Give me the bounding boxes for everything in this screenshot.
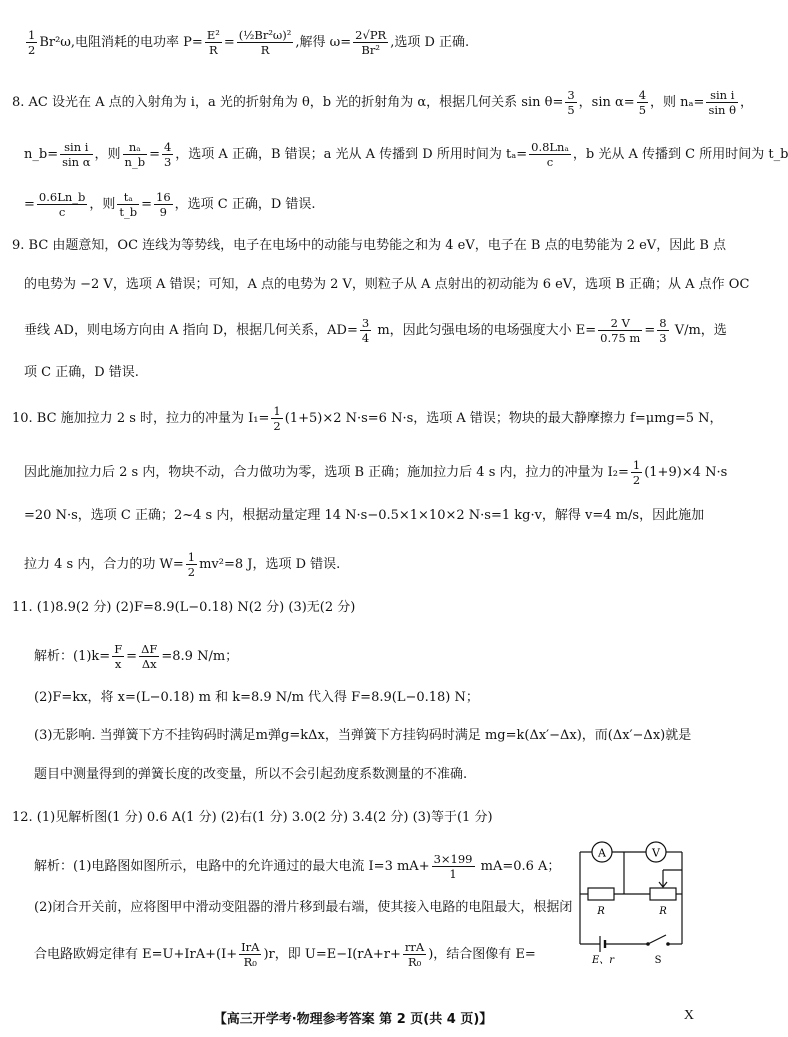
- q12-line-4: 合电路欧姆定律有 E=U+IrA+(I+ $\frac{\text{IrA}}{\text{R₀}}$ )r，即 U=E−I(rA+r+ $\frac{\text{rrA}}{\text{R₀}}$ )，结合图像有 E=: [34, 940, 536, 969]
- fraction: $\frac{1}{2}$: [273, 404, 281, 433]
- switch-label: S: [654, 955, 662, 966]
- fraction: $\frac{2√PR}{\text{Br²}}$: [355, 28, 387, 57]
- q9-line-1: 9. BC 由题意知，OC 连线为等势线，电子在电场中的动能与电势能之和为 4 eV，电子在 B 点的电势能为 2 eV，因此 B 点: [12, 238, 727, 253]
- circuit-diagram: [570, 836, 702, 966]
- q9-line-4: 项 C 正确，D 错误.: [24, 365, 139, 380]
- fraction: $\frac{\text{sin i}}{\text{sin α}}$: [62, 140, 91, 169]
- q9-line-2: 的电势为 −2 V，选项 A 错误；可知，A 点的电势为 2 V，则粒子从 A 点射出的初动能为 6 eV，选项 B 正确；从 A 点作 OC: [24, 277, 750, 292]
- q10-line-4: 拉力 4 s 内，合力的功 W= $\frac{1}{2}$ mv²=8 J，选项 D 错误.: [24, 550, 341, 579]
- fraction: $\frac{16}{9}$: [156, 190, 171, 219]
- fraction: $\frac{0.6Ln\_b}{c}$: [38, 190, 86, 219]
- fraction: $\frac{3}{4}$: [361, 316, 370, 345]
- ammeter-icon: [592, 842, 612, 862]
- fraction: $\frac{\text{(½Br²ω)²}}{R}$: [238, 28, 292, 57]
- q12-line-2: 解析：(1)电路图如图所示，电路中的允许通过的最大电流 I=3 mA+ $\frac{3\times 199}{1}$ mA=0.6 A；: [34, 852, 561, 881]
- q9-line-3: 垂线 AD，则电场方向由 A 指向 D，根据几何关系，AD= $\frac{3}{4}$ m，因此匀强电场的电场强度大小 E= $\frac{2 V}{0.75 m}$ = $\frac{8}{3}$ V/m，选: [24, 316, 727, 345]
- q11-line-3: (2)F=kx，将 x=(L−0.18) m 和 k=8.9 N/m 代入得 F=8.9(L−0.18) N；: [34, 690, 479, 705]
- fraction: $\frac{\text{nₐ}}{n\_b}$: [124, 140, 146, 169]
- q12-line-1: 12. (1)见解析图(1 分) 0.6 A(1 分) (2)右(1 分) 3.0(2 分) 3.4(2 分) (3)等于(1 分): [12, 810, 493, 825]
- fraction: $\frac{\text{rrA}}{\text{R₀}}$: [404, 940, 425, 969]
- fraction: $\frac{2 V}{0.75 m}$: [600, 316, 641, 345]
- q11-line-1: 11. (1)8.9(2 分) (2)F=8.9(L−0.18) N(2 分) (3)无(2 分): [12, 600, 356, 615]
- battery-label: E、r: [591, 955, 615, 966]
- q11-line-4: (3)无影响. 当弹簧下方不挂钩码时满足m弹g=kΔx，当弹簧下方挂钩码时满足 mg=k(Δx′−Δx)，而(Δx′−Δx)就是: [34, 728, 692, 743]
- fraction: $\frac{\text{E²}}{R}$: [206, 28, 220, 57]
- q8-line-3: = $\frac{0.6Ln\_b}{c}$ ，则 $\frac{\text{tₐ}}{t\_b}$ = $\frac{16}{9}$ ，选项 C 正确，D 错误.: [24, 190, 316, 219]
- q11-line-5: 题目中测量得到的弹簧长度的改变量，所以不会引起劲度系数测量的不准确.: [34, 767, 468, 782]
- fraction: $\frac{F}{x}$: [114, 642, 123, 671]
- fraction: $\frac{4}{3}$: [163, 140, 172, 169]
- q10-line-2: 因此施加拉力后 2 s 内，物块不动，合力做功为零，选项 B 正确；施加拉力后 4 s 内，拉力的冲量为 I₂= $\frac{1}{2}$ (1+9)×4 N·s: [24, 458, 728, 487]
- fraction: $\frac{4}{5}$: [638, 88, 647, 117]
- q8-line-1: 8. AC 设光在 A 点的入射角为 i，a 光的折射角为 θ，b 光的折射角为 α，根据几何关系 sin θ= $\frac{3}{5}$ ，sin α= $\frac{4}{5}$ ，则 nₐ= $\frac{\text{sin i}}{\text{sin θ}}$ ，: [12, 88, 754, 117]
- fraction: $\frac{\text{0.8Lnₐ}}{c}$: [531, 140, 569, 169]
- fraction: $\frac{1}{2}$: [632, 458, 641, 487]
- resistor-left-label: R: [597, 906, 605, 917]
- voltmeter-icon: [646, 842, 666, 862]
- fraction: $\frac{\text{sin i}}{\text{sin θ}}$: [708, 88, 737, 117]
- ammeter-label: A: [598, 846, 606, 860]
- voltmeter-label: V: [652, 846, 660, 860]
- q8-line-2: n_b= $\frac{\text{sin i}}{\text{sin α}}$ ，则 $\frac{\text{nₐ}}{n\_b}$ = $\frac{4}{3}$ ，选项 A 正确，B 错误；a 光从 A 传播到 D 所用时间为 tₐ= $\frac{\text{0.8Lnₐ}}{c}$ ，b 光从 A 传播到 C 所用时间为 t_b: [24, 140, 788, 169]
- fraction: $\frac{8}{3}$: [659, 316, 667, 345]
- fraction: $\frac{\text{IrA}}{\text{R₀}}$: [241, 940, 260, 969]
- q7-line: $\frac{1}{2}$ Br²ω,电阻消耗的电功率 P= $\frac{\text{E²}}{R}$ = $\frac{\text{(½Br²ω)²}}{R}$ ,解得 ω= $\frac{2√PR}{\text{Br²}}$ ,选项 D 正确.: [28, 28, 470, 57]
- fraction: $\frac{\text{tₐ}}{t\_b}$: [119, 190, 138, 219]
- fraction: $\frac{1}{2}$: [28, 28, 36, 57]
- fraction: $\frac{3}{5}$: [567, 88, 575, 117]
- switch-contact-icon: [666, 942, 670, 946]
- fraction: $\frac{1}{2}$: [187, 550, 196, 579]
- footer-mark: X: [683, 1008, 694, 1023]
- q12-line-3: (2)闭合开关前，应将图甲中滑动变阻器的滑片移到最右端，使其接入电路的电阻最大，根据闭: [34, 900, 573, 915]
- resistor-right-label: R: [659, 906, 667, 917]
- q10-line-3: =20 N·s，选项 C 正确；2~4 s 内，根据动量定理 14 N·s−0.5×1×10×2 N·s=1 kg·v，解得 v=4 m/s，因此施加: [24, 508, 705, 523]
- page-footer: 【高三开学考·物理参考答案 第 2 页(共 4 页)】: [213, 1012, 493, 1027]
- q11-line-2: 解析：(1)k= $\frac{F}{x}$ = $\frac{\Delta F}{\Delta x}$ =8.9 N/m；: [34, 642, 239, 671]
- switch-contact-icon: [646, 942, 650, 946]
- q10-line-1: 10. BC 施加拉力 2 s 时，拉力的冲量为 I₁= $\frac{1}{2}$ (1+5)×2 N·s=6 N·s，选项 A 错误；物块的最大静摩擦力 f=μmg=5 N，: [12, 404, 723, 433]
- fraction: $\frac{\Delta F}{\Delta x}$: [141, 642, 158, 671]
- fraction: $\frac{3\times 199}{1}$: [433, 852, 473, 881]
